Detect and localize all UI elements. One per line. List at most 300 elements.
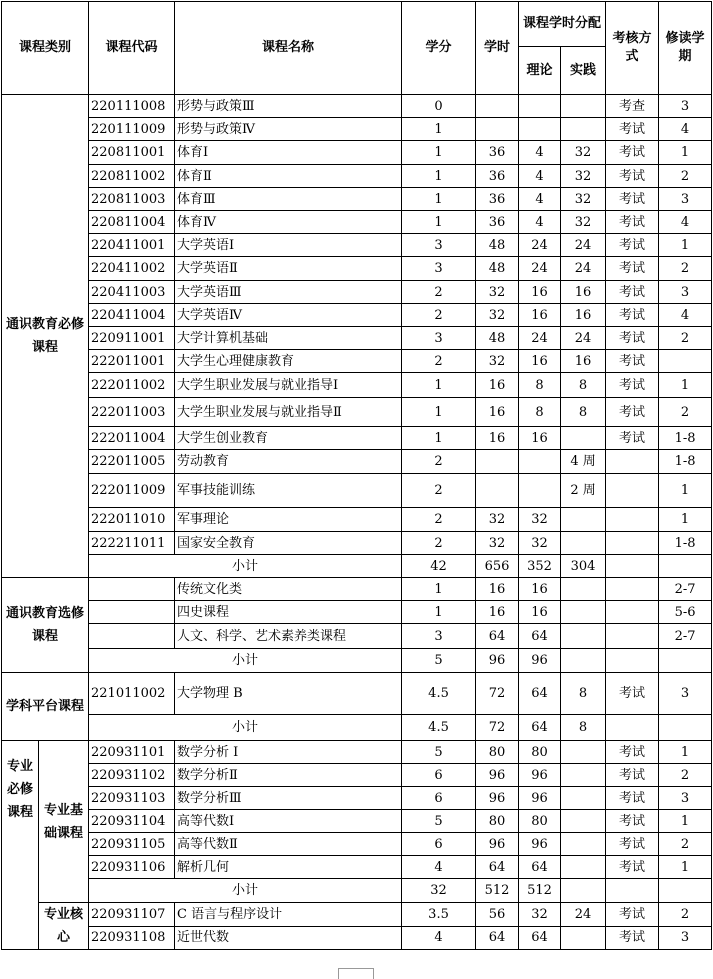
course-hours: 48: [476, 234, 519, 257]
course-theory: [519, 450, 561, 474]
course-credit: 2: [402, 281, 476, 304]
course-theory: 4: [519, 141, 561, 165]
course-theory: 32: [519, 532, 561, 555]
course-practice: 8: [561, 373, 606, 398]
table-cell: [606, 555, 659, 578]
subtotal-label: 小计: [89, 649, 402, 673]
course-code: 221011002: [89, 673, 175, 715]
table-cell: [659, 555, 712, 578]
course-theory: 32: [519, 508, 561, 532]
course-practice: 8: [561, 673, 606, 715]
table-row: [2, 787, 712, 810]
course-theory: 16: [519, 578, 561, 601]
course-name: 军事技能训练: [175, 474, 402, 508]
course-assessment: 考试: [606, 856, 659, 879]
subtotal-hours: 656: [476, 555, 519, 578]
course-semester: 4: [659, 304, 712, 327]
course-assess: 考试: [606, 673, 659, 715]
course-semester: 1: [659, 856, 712, 879]
course-semester: 1-8: [659, 532, 712, 555]
course-name: 体育Ⅲ: [175, 188, 402, 211]
course-practice: [561, 95, 606, 118]
course-assessment: 考试: [606, 141, 659, 165]
subtotal-practice: 304: [561, 555, 606, 578]
course-credit: 1: [402, 141, 476, 165]
subtotal-label: 小计: [89, 555, 402, 578]
course-code: 220811003: [89, 188, 175, 211]
course-assessment: 考试: [606, 350, 659, 373]
course-name: 大学英语Ⅰ: [175, 234, 402, 257]
table-row: [2, 903, 712, 927]
subtotal-hours: 96: [476, 649, 519, 673]
course-assessment: 考试: [606, 211, 659, 234]
curriculum-table: [1, 1, 712, 950]
course-code: 220931105: [89, 833, 175, 856]
course-theory: 24: [519, 327, 561, 350]
course-practice: [561, 578, 606, 601]
course-practice: 32: [561, 141, 606, 165]
course-credit: 1: [402, 211, 476, 234]
group-major-required: 专业必修课程: [2, 741, 39, 950]
header-code: 课程代码: [89, 2, 175, 95]
course-credit: 1: [402, 188, 476, 211]
table-row: [2, 304, 712, 327]
course-semester: [659, 350, 712, 373]
course-theory: 96: [519, 833, 561, 856]
course-practice: [561, 508, 606, 532]
table-row: [2, 398, 712, 427]
course-semester: 1: [659, 810, 712, 833]
course-credit: 2: [402, 532, 476, 555]
course-practice: 2 周: [561, 474, 606, 508]
table-row: [2, 715, 712, 741]
course-credit: 5: [402, 741, 476, 764]
course-assessment: 考试: [606, 833, 659, 856]
table-row: [2, 281, 712, 304]
table-row: [2, 532, 712, 555]
course-credit: 1: [402, 165, 476, 188]
course-theory: 16: [519, 281, 561, 304]
course-assessment: [606, 508, 659, 532]
course-practice: [561, 601, 606, 624]
course-semester: 2-7: [659, 578, 712, 601]
course-hours: 16: [476, 427, 519, 450]
table-cell: [606, 879, 659, 903]
course-practice: [561, 764, 606, 787]
course-semester: 1-8: [659, 450, 712, 474]
course-assessment: 考试: [606, 188, 659, 211]
table-row: [2, 649, 712, 673]
course-semester: 1: [659, 234, 712, 257]
course-hours: 96: [476, 833, 519, 856]
course-hours: 16: [476, 601, 519, 624]
table-row: [2, 141, 712, 165]
subtotal-credit: 32: [402, 879, 476, 903]
course-semester: 1: [659, 474, 712, 508]
course-theory: 80: [519, 810, 561, 833]
course-assessment: 考试: [606, 810, 659, 833]
course-semester: 2: [659, 327, 712, 350]
course-hours: 16: [476, 398, 519, 427]
course-code: 220911001: [89, 327, 175, 350]
course-assessment: [606, 601, 659, 624]
course-semester: 3: [659, 281, 712, 304]
course-credit: 1: [402, 601, 476, 624]
course-theory: 16: [519, 601, 561, 624]
course-theory: [519, 95, 561, 118]
subtotal-theory: 512: [519, 879, 561, 903]
table-row: [2, 327, 712, 350]
table-row: [2, 555, 712, 578]
course-name: 大学生职业发展与就业指导Ⅰ: [175, 373, 402, 398]
course-name: 数学分析Ⅲ: [175, 787, 402, 810]
course-name: 大学物理 B: [175, 673, 402, 715]
course-credit: 3: [402, 234, 476, 257]
course-semester: 4: [659, 118, 712, 141]
course-code: 220931103: [89, 787, 175, 810]
course-assess: 考试: [606, 926, 659, 950]
course-hours: 64: [476, 926, 519, 950]
course-sem: 2: [659, 903, 712, 927]
table-cell: [659, 649, 712, 673]
subtotal-credit: 5: [402, 649, 476, 673]
course-credit: 2: [402, 474, 476, 508]
table-row: [2, 673, 712, 715]
table-row: [2, 234, 712, 257]
course-name: 体育Ⅳ: [175, 211, 402, 234]
course-code: [89, 578, 175, 601]
course-practice: [561, 926, 606, 950]
course-theory: [519, 118, 561, 141]
course-hours: 32: [476, 508, 519, 532]
header-hours: 学时: [476, 2, 519, 95]
course-assessment: 考试: [606, 234, 659, 257]
course-assessment: [606, 578, 659, 601]
course-code: 220931108: [89, 926, 175, 950]
subtotal-hours: 512: [476, 879, 519, 903]
course-practice: 32: [561, 188, 606, 211]
course-assessment: 考试: [606, 327, 659, 350]
course-name: 体育Ⅱ: [175, 165, 402, 188]
table-row: [2, 601, 712, 624]
table-row: [2, 2, 712, 47]
course-credit: 6: [402, 764, 476, 787]
course-code: 220111008: [89, 95, 175, 118]
table-row: [2, 741, 712, 764]
course-semester: 4: [659, 211, 712, 234]
course-hours: 64: [476, 624, 519, 649]
table-row: [2, 926, 712, 950]
header-assessment: 考核方式: [606, 2, 659, 95]
course-code: 220931102: [89, 764, 175, 787]
course-assessment: 考试: [606, 165, 659, 188]
course-theory: 4: [519, 211, 561, 234]
course-theory: 64: [519, 673, 561, 715]
course-code: 220411002: [89, 257, 175, 281]
course-practice: [561, 118, 606, 141]
course-hours: 36: [476, 141, 519, 165]
header-category: 课程类别: [2, 2, 89, 95]
course-practice: 16: [561, 350, 606, 373]
header-name: 课程名称: [175, 2, 402, 95]
course-practice: [561, 427, 606, 450]
course-name: 大学英语Ⅲ: [175, 281, 402, 304]
course-credit: 1: [402, 398, 476, 427]
course-practice: [561, 532, 606, 555]
course-name: 形势与政策Ⅳ: [175, 118, 402, 141]
subtotal-credit: 4.5: [402, 715, 476, 741]
course-code: 222011005: [89, 450, 175, 474]
course-practice: 16: [561, 281, 606, 304]
course-theory: 16: [519, 304, 561, 327]
subtotal-credit: 42: [402, 555, 476, 578]
course-name: 大学计算机基础: [175, 327, 402, 350]
course-semester: 1: [659, 141, 712, 165]
header-practice: 实践: [561, 47, 606, 95]
course-sem: 3: [659, 673, 712, 715]
course-credit: 5: [402, 810, 476, 833]
subtotal-hours: 72: [476, 715, 519, 741]
course-hours: 32: [476, 532, 519, 555]
course-semester: 2: [659, 764, 712, 787]
course-name: 数学分析Ⅱ: [175, 764, 402, 787]
course-code: 220931104: [89, 810, 175, 833]
course-credit: 2: [402, 508, 476, 532]
course-name: 近世代数: [175, 926, 402, 950]
course-hours: 36: [476, 211, 519, 234]
course-credit: 1: [402, 118, 476, 141]
course-theory: 16: [519, 427, 561, 450]
course-credit: 6: [402, 787, 476, 810]
table-row: [2, 879, 712, 903]
course-hours: 72: [476, 673, 519, 715]
header-semester: 修读学期: [659, 2, 712, 95]
course-assessment: 考试: [606, 281, 659, 304]
course-code: 222011002: [89, 373, 175, 398]
course-code: 220931107: [89, 903, 175, 927]
table-cell: [561, 879, 606, 903]
course-assessment: [606, 624, 659, 649]
course-name: C 语言与程序设计: [175, 903, 402, 927]
course-theory: 96: [519, 764, 561, 787]
group-general-required: 通识教育必修课程: [2, 95, 89, 578]
course-credit: 3: [402, 257, 476, 281]
table-row: [2, 856, 712, 879]
course-hours: [476, 118, 519, 141]
course-credit: 0: [402, 95, 476, 118]
table-row: [2, 810, 712, 833]
table-row: [2, 118, 712, 141]
course-sem: 3: [659, 926, 712, 950]
course-name: 传统文化类: [175, 578, 402, 601]
course-hours: [476, 450, 519, 474]
table-cell: [606, 649, 659, 673]
course-code: 222011003: [89, 398, 175, 427]
table-cell: [561, 649, 606, 673]
course-hours: 80: [476, 741, 519, 764]
course-hours: [476, 474, 519, 508]
course-hours: 36: [476, 188, 519, 211]
course-theory: 24: [519, 257, 561, 281]
table-row: [2, 450, 712, 474]
course-semester: 3: [659, 188, 712, 211]
course-assessment: 考试: [606, 373, 659, 398]
course-theory: 4: [519, 188, 561, 211]
course-practice: [561, 810, 606, 833]
course-theory: 8: [519, 373, 561, 398]
course-code: 220811001: [89, 141, 175, 165]
course-assessment: [606, 474, 659, 508]
course-theory: 80: [519, 741, 561, 764]
course-credit: 3: [402, 327, 476, 350]
course-theory: 96: [519, 787, 561, 810]
course-name: 体育Ⅰ: [175, 141, 402, 165]
course-semester: 2: [659, 165, 712, 188]
header-theory: 理论: [519, 47, 561, 95]
table-row: [2, 764, 712, 787]
course-name: 大学生心理健康教育: [175, 350, 402, 373]
course-hours: 48: [476, 257, 519, 281]
course-hours: 16: [476, 373, 519, 398]
course-code: 220411001: [89, 234, 175, 257]
course-credit: 2: [402, 450, 476, 474]
table-row: [2, 833, 712, 856]
course-semester: 2: [659, 398, 712, 427]
course-theory: 64: [519, 856, 561, 879]
course-practice: 16: [561, 304, 606, 327]
table-cell: [606, 715, 659, 741]
course-practice: 24: [561, 327, 606, 350]
course-code: 222011001: [89, 350, 175, 373]
table-row: [2, 165, 712, 188]
course-assessment: 考试: [606, 398, 659, 427]
course-theory: 8: [519, 398, 561, 427]
subtotal-theory: 96: [519, 649, 561, 673]
course-assessment: 考试: [606, 427, 659, 450]
course-code: 220931106: [89, 856, 175, 879]
course-semester: 2-7: [659, 624, 712, 649]
header-credit: 学分: [402, 2, 476, 95]
course-practice: [561, 856, 606, 879]
course-name: 人文、科学、艺术素养类课程: [175, 624, 402, 649]
course-name: 形势与政策Ⅲ: [175, 95, 402, 118]
course-code: 220111009: [89, 118, 175, 141]
course-assessment: [606, 450, 659, 474]
course-name: 国家安全教育: [175, 532, 402, 555]
table-row: [2, 508, 712, 532]
course-assessment: 考试: [606, 118, 659, 141]
course-practice: [561, 787, 606, 810]
group-general-elective: 通识教育选修课程: [2, 578, 89, 673]
course-credit: 3.5: [402, 903, 476, 927]
course-code: 222011009: [89, 474, 175, 508]
course-credit: 4: [402, 926, 476, 950]
course-assessment: 考试: [606, 304, 659, 327]
course-code: 220811004: [89, 211, 175, 234]
course-hours: 36: [476, 165, 519, 188]
course-code: 222211011: [89, 532, 175, 555]
course-hours: 32: [476, 350, 519, 373]
subtotal-label: 小计: [89, 715, 402, 741]
course-semester: 2: [659, 833, 712, 856]
course-hours: 96: [476, 764, 519, 787]
course-semester: 1-8: [659, 427, 712, 450]
course-practice: 24: [561, 234, 606, 257]
course-name: 高等代数Ⅰ: [175, 810, 402, 833]
course-credit: 1: [402, 427, 476, 450]
course-name: 大学英语Ⅳ: [175, 304, 402, 327]
course-practice: 4 周: [561, 450, 606, 474]
subtotal-theory: 352: [519, 555, 561, 578]
course-hours: 96: [476, 787, 519, 810]
subtotal-label: 小计: [89, 879, 402, 903]
course-assessment: 考试: [606, 787, 659, 810]
course-name: 解析几何: [175, 856, 402, 879]
course-practice: [561, 833, 606, 856]
course-practice: [561, 741, 606, 764]
table-row: [2, 350, 712, 373]
course-code: [89, 624, 175, 649]
group-major-basic: 专业基础课程: [39, 741, 89, 903]
course-semester: 5-6: [659, 601, 712, 624]
header-hours-alloc: 课程学时分配: [519, 2, 606, 47]
course-theory: [519, 474, 561, 508]
table-row: [2, 373, 712, 398]
course-name: 大学英语Ⅱ: [175, 257, 402, 281]
course-semester: 3: [659, 95, 712, 118]
course-theory: 64: [519, 926, 561, 950]
course-semester: 2: [659, 257, 712, 281]
table-row: [2, 578, 712, 601]
course-hours: 80: [476, 810, 519, 833]
course-assessment: 考试: [606, 257, 659, 281]
course-credit: 1: [402, 373, 476, 398]
course-practice: 32: [561, 211, 606, 234]
course-hours: 48: [476, 327, 519, 350]
course-practice: 24: [561, 257, 606, 281]
course-semester: 1: [659, 373, 712, 398]
course-name: 大学生职业发展与就业指导Ⅱ: [175, 398, 402, 427]
course-assess: 考试: [606, 903, 659, 927]
table-row: [2, 95, 712, 118]
course-name: 四史课程: [175, 601, 402, 624]
course-semester: 3: [659, 787, 712, 810]
table-row: [2, 257, 712, 281]
course-credit: 2: [402, 304, 476, 327]
course-hours: 56: [476, 903, 519, 927]
course-practice: [561, 624, 606, 649]
course-name: 数学分析 Ⅰ: [175, 741, 402, 764]
group-major-core: 专业核心: [39, 903, 89, 950]
course-credit: 4: [402, 856, 476, 879]
course-assessment: 考查: [606, 95, 659, 118]
course-name: 大学生创业教育: [175, 427, 402, 450]
course-practice: 32: [561, 165, 606, 188]
course-credit: 2: [402, 350, 476, 373]
course-theory: 4: [519, 165, 561, 188]
course-credit: 4.5: [402, 673, 476, 715]
table-row: [2, 427, 712, 450]
page-number-tab: [338, 968, 374, 979]
course-practice: 24: [561, 903, 606, 927]
course-practice: 8: [561, 398, 606, 427]
course-code: 222011004: [89, 427, 175, 450]
course-code: [89, 601, 175, 624]
table-row: [2, 188, 712, 211]
course-code: 220811002: [89, 165, 175, 188]
course-semester: 1: [659, 741, 712, 764]
course-credit: 6: [402, 833, 476, 856]
